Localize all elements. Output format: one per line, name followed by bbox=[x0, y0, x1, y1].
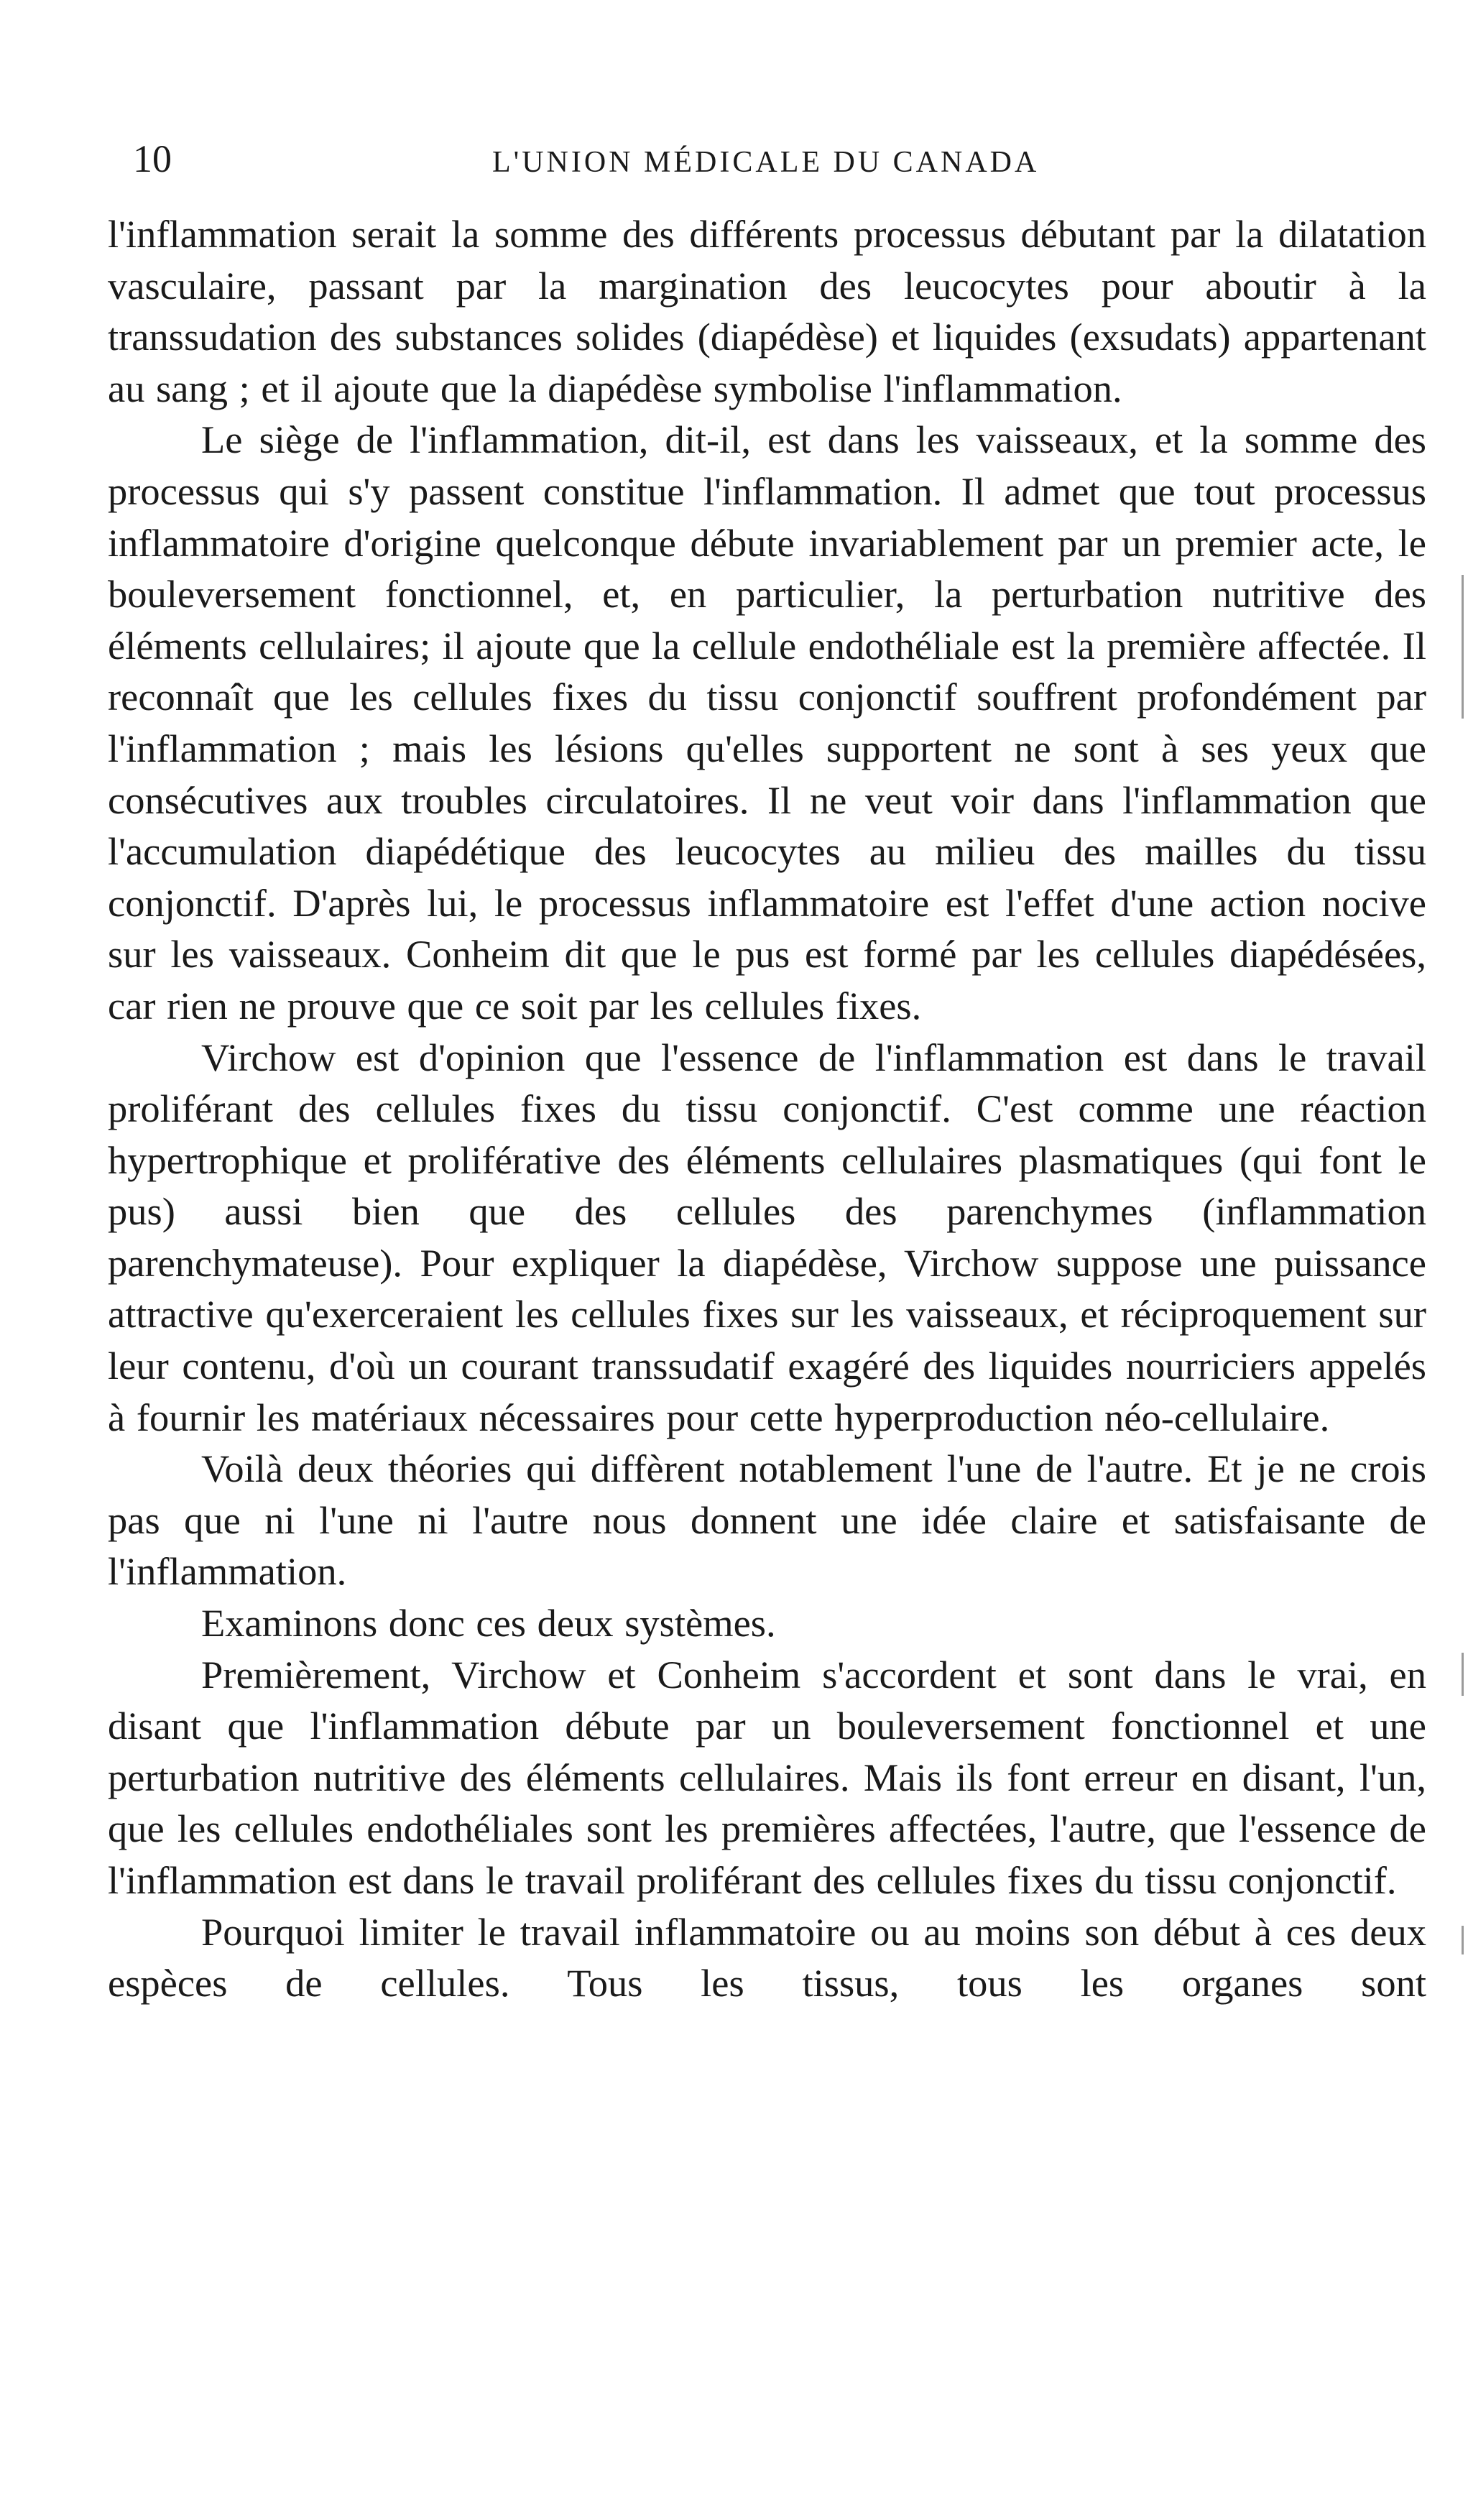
paragraph-2: Le siège de l'inflammation, dit-il, est dans les vaisseaux, et la somme des processus qui s'y passent constitue l'inflammation. Il admet que tout processus inflammatoire d'origine quelconque débute invariablement par un premier acte, le bouleversement fonctionnel, et, en particulier, la perturbation nutritive des éléments cellulaires; il ajoute que la cellule endothéliale est la première affectée. Il reconnaît que les cellules fixes du tissu conjonctif souffrent profondément par l'inflammation ; mais les lésions qu'elles supportent ne sont à ses yeux que consécutives aux troubles circulatoires. Il ne veut voir dans l'inflammation que l'accumulation diapédétique des leucocytes au milieu des mailles du tissu conjonctif. D'après lui, le processus inflammatoire est l'effet d'une action nocive sur les vaisseaux. Conheim dit que le pus est formé par les cellules diapédésées, car rien ne prouve que ce soit par les cellules fixes. bbox=[108, 417, 1426, 1028]
paragraph-6: Premièrement, Virchow et Conheim s'accordent et sont dans le vrai, en disant que l'inflammation débute par un bouleversement fonctionnel et une perturbation nutritive des éléments cellulaires. Mais ils font erreur en disant, l'un, que les cellules endothéliales sont les premières affectées, l'autre, que l'essence de l'inflammation est dans le travail proliférant des cellules fixes du tissu conjonctif. bbox=[108, 1652, 1426, 1902]
paragraph-3: Virchow est d'opinion que l'essence de l'inflammation est dans le travail proliférant des cellules fixes du tissu conjonctif. C'est comme une réaction hypertrophique et proliférative des éléments cellulaires plasmatiques (qui font le pus) aussi bien que des cellules des parenchymes (inflammation parenchymateuse). Pour expliquer la diapédèse, Virchow suppose une puissance attractive qu'exerceraient les cellules fixes sur les vaisseaux, et réciproquement sur leur contenu, d'où un courant transsudatif exagéré des liquides nourriciers appelés à fournir les matériaux nécessaires pour cette hyperproduction néo-cellulaire. bbox=[108, 1035, 1426, 1439]
margin-mark bbox=[1462, 1926, 1464, 1954]
running-title: L'UNION MÉDICALE DU CANADA bbox=[492, 146, 1040, 179]
paragraph-7: Pourquoi limiter le travail inflammatoire ou au moins son début à ces deux espèces de cellules. Tous les tissus, tous les organes sont bbox=[108, 1909, 1426, 2006]
paragraph-5: Examinons donc ces deux systèmes. bbox=[201, 1601, 776, 1646]
page-number: 10 bbox=[133, 137, 172, 180]
paragraph-4: Voilà deux théories qui diffèrent notablement l'une de l'autre. Et je ne crois pas que ni l'une ni l'autre nous donnent une idée claire et satisfaisante de l'inflammation. bbox=[108, 1446, 1426, 1594]
margin-mark bbox=[1462, 1653, 1464, 1696]
page-header bbox=[133, 129, 1441, 194]
paragraph-1: l'inflammation serait la somme des différents processus débutant par la dilatation vasculaire, passant par la margination des leucocytes pour aboutir à la transsudation des substances solides (diapédèse) et liquides (exsudats) appartenant au sang ; et il ajoute que la diapédèse symbolise l'inflammation. bbox=[108, 212, 1426, 410]
body-text bbox=[108, 208, 1426, 2009]
margin-mark bbox=[1462, 575, 1464, 719]
